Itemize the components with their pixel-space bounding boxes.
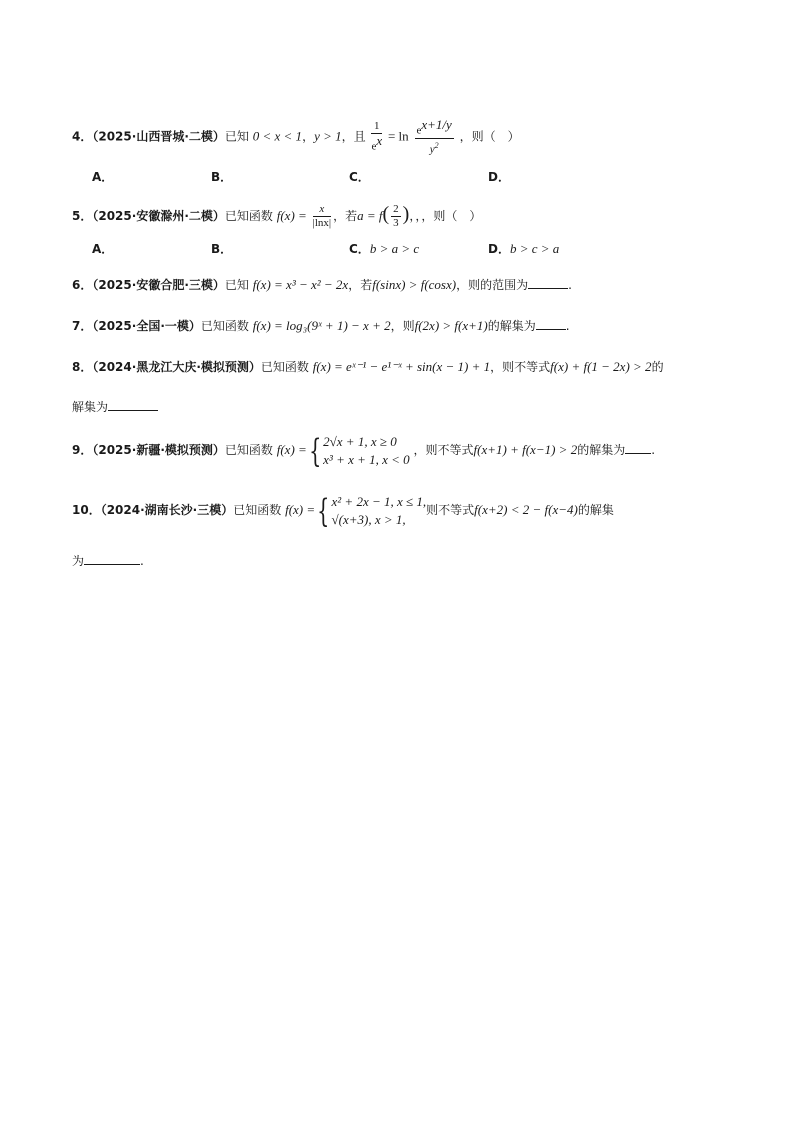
question-7: 7．（2025·全国·一模）已知函数 f(x) = log₃(9ˣ + 1) − x + 2，则f(2x) > f(x+1)的解集为 . — [72, 318, 570, 333]
q5-option-c[interactable]: C．b > a > c — [349, 241, 420, 256]
condition-y: y > 1 — [314, 128, 342, 144]
answer-blank[interactable] — [536, 317, 566, 330]
question-8: 8．（2024·黑龙江大庆·模拟预测）已知函数 f(x) = eˣ⁻¹ − e¹⁻ˣ + sin(x − 1) + 1，则不等式f(x) + f(1 − 2x) > 2的 — [72, 359, 664, 374]
question-5: 5．（2025·安徽滁州·二模）已知函数 f(x) = $\frac{x}{|\ln x|}$ ，若a = f( $\frac{2}{3}$ )，，，则（ ） — [72, 203, 482, 229]
q4-option-d[interactable]: D． — [488, 170, 510, 184]
q4-option-a[interactable]: A． — [92, 170, 114, 184]
answer-blank[interactable] — [528, 276, 568, 289]
question-10-line2: 为 . — [72, 554, 144, 568]
piecewise-cases: x² + 2x − 1, x ≤ 1, √(x+3), x > 1, — [331, 493, 427, 527]
q5-option-a[interactable]: A． — [92, 242, 114, 256]
q4-option-c[interactable]: C． — [349, 170, 370, 184]
question-source: （2025·山西晋城·二模） — [92, 129, 225, 144]
question-lead: 已知 — [224, 129, 249, 144]
fraction: $\frac{x}{|\ln x|}$ — [312, 203, 332, 229]
fraction-right: $\frac{e^{x+1/y}}{y^2}$ — [416, 117, 452, 156]
question-number: 4． — [72, 129, 93, 144]
q5-option-d[interactable]: D．b > c > a — [488, 241, 560, 256]
answer-blank[interactable] — [108, 398, 158, 411]
question-4: 4．（2025·山西晋城·二模）已知 0 < x < 1，y > 1，且 $\frac{1}{e^x}$ = ln $\frac{e^{x+1/y}}{y^2}$ ，则（ ） — [72, 117, 520, 156]
q4-option-b[interactable]: B． — [211, 170, 233, 184]
piecewise-cases: 2√x + 1, x ≥ 0 x³ + x + 1, x < 0 — [323, 433, 410, 467]
question-number: 5． — [72, 209, 93, 223]
question-6: 6．（2025·安徽合肥·三模）已知 f(x) = x³ − x² − 2x，若f(sinx) > f(cosx)，则的范围为 . — [72, 277, 572, 292]
question-8-line2: 解集为 — [72, 398, 158, 415]
answer-blank[interactable] — [625, 441, 651, 454]
fraction-left: $\frac{1}{e^x}$ — [371, 120, 383, 153]
question-tail: ，则（ ） — [459, 129, 520, 144]
question-9: 9．（2025·新疆·模拟预测）已知函数 f(x) ={ 2√x + 1, x ≥ 0 x³ + x + 1, x < 0 ，则不等式f(x+1) + f(x−1) > 2的解集为 . — [72, 431, 656, 470]
question-10: 10．（2024·湖南长沙·三模）已知函数 f(x) ={ x² + 2x − 1, x ≤ 1, √(x+3), x > 1, 则不等式f(x+2) < 2 − f(x−4)的解集 — [72, 491, 614, 530]
question-source: （2025·安徽滁州·二模） — [92, 209, 225, 223]
answer-blank[interactable] — [84, 552, 140, 565]
condition-x: 0 < x < 1 — [252, 128, 303, 144]
q5-option-b[interactable]: B． — [211, 242, 233, 256]
